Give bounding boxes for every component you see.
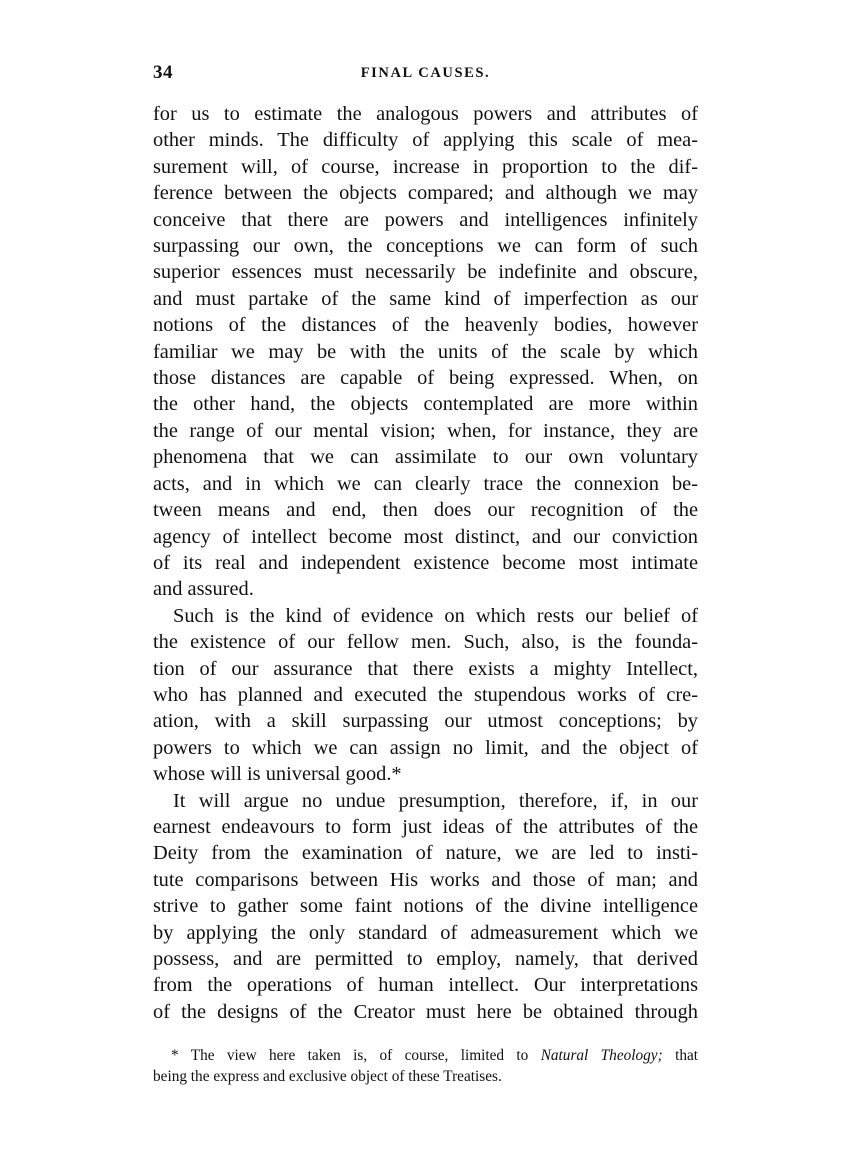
text-line: for us to estimate the analogous powers and attributes of: [153, 103, 698, 125]
text-line: conceive that there are powers and intelligences infinitely: [153, 208, 698, 231]
text-line: Deity from the examination of nature, we are led to insti-: [153, 842, 698, 865]
running-head: FINAL CAUSES.: [360, 65, 491, 81]
text-line: and must partake of the same kind of imperfection as our: [153, 287, 698, 310]
text-line: agency of intellect become most distinct, and our conviction: [153, 525, 698, 548]
text-line: strive to gather some faint notions of the divine intelligence: [153, 895, 698, 918]
text-line: powers to which we can assign no limit, and the object of: [153, 736, 698, 759]
text-line: Such is the kind of evidence on which rests our belief of: [173, 604, 698, 627]
text-line: familiar we may be with the units of the scale by which: [153, 340, 698, 363]
text-line: the other hand, the objects contemplated are more within: [153, 393, 698, 416]
text-line: of its real and independent existence become most intimate: [153, 551, 698, 574]
text-line: and assured.: [153, 578, 254, 601]
text-line: phenomena that we can assimilate to our own voluntary: [153, 446, 698, 469]
text-line: of the designs of the Creator must here be obtained through: [153, 1000, 698, 1023]
text-line: surement will, of course, increase in proportion to the dif-: [153, 155, 698, 178]
footnote-text: that: [662, 1047, 699, 1064]
text-line: ation, with a skill surpassing our utmost conceptions; by: [153, 710, 698, 733]
text-line: tween means and end, then does our recognition of the: [153, 499, 698, 522]
text-line: other minds. The difficulty of applying this scale of mea-: [153, 129, 698, 152]
text-line: It will argue no undue presumption, therefore, if, in our: [173, 789, 698, 812]
text-line: ference between the objects compared; and although we may: [153, 182, 698, 205]
text-line: whose will is universal good.*: [153, 763, 402, 786]
footnote-line: [153, 1045, 698, 1066]
text-line: superior essences must necessarily be indefinite and obscure,: [153, 261, 698, 284]
footnote-line: being the express and exclusive object of these Treatises.: [153, 1068, 502, 1085]
text-line: notions of the distances of the heavenly bodies, however: [153, 314, 698, 337]
text-line: possess, and are permitted to employ, namely, that derived: [153, 948, 698, 970]
text-line: those distances are capable of being expressed. When, on: [153, 367, 698, 390]
text-line: who has planned and executed the stupendous works of cre-: [153, 683, 698, 706]
footnote: [153, 1045, 698, 1087]
footnote-text: * The view here taken is, of course, limited to: [171, 1047, 541, 1064]
text-line: tute comparisons between His works and those of man; and: [153, 868, 698, 891]
text-line: tion of our assurance that there exists a mighty Intellect,: [153, 657, 698, 680]
text-line: by applying the only standard of admeasurement which we: [153, 921, 698, 944]
text-line: earnest endeavours to form just ideas of the attributes of the: [153, 815, 698, 838]
text-line: from the operations of human intellect. Our interpretations: [153, 974, 698, 997]
text-line: surpassing our own, the conceptions we can form of such: [153, 235, 698, 258]
page-number: 34: [153, 62, 173, 83]
text-line: acts, and in which we can clearly trace the connexion be-: [153, 472, 698, 495]
body-text: [153, 101, 698, 1025]
footnote-italic-text: Natural Theology;: [540, 1047, 663, 1064]
text-line: the existence of our fellow men. Such, also, is the founda-: [153, 631, 698, 654]
page-header: [153, 62, 698, 88]
text-line: the range of our mental vision; when, for instance, they are: [153, 419, 698, 442]
